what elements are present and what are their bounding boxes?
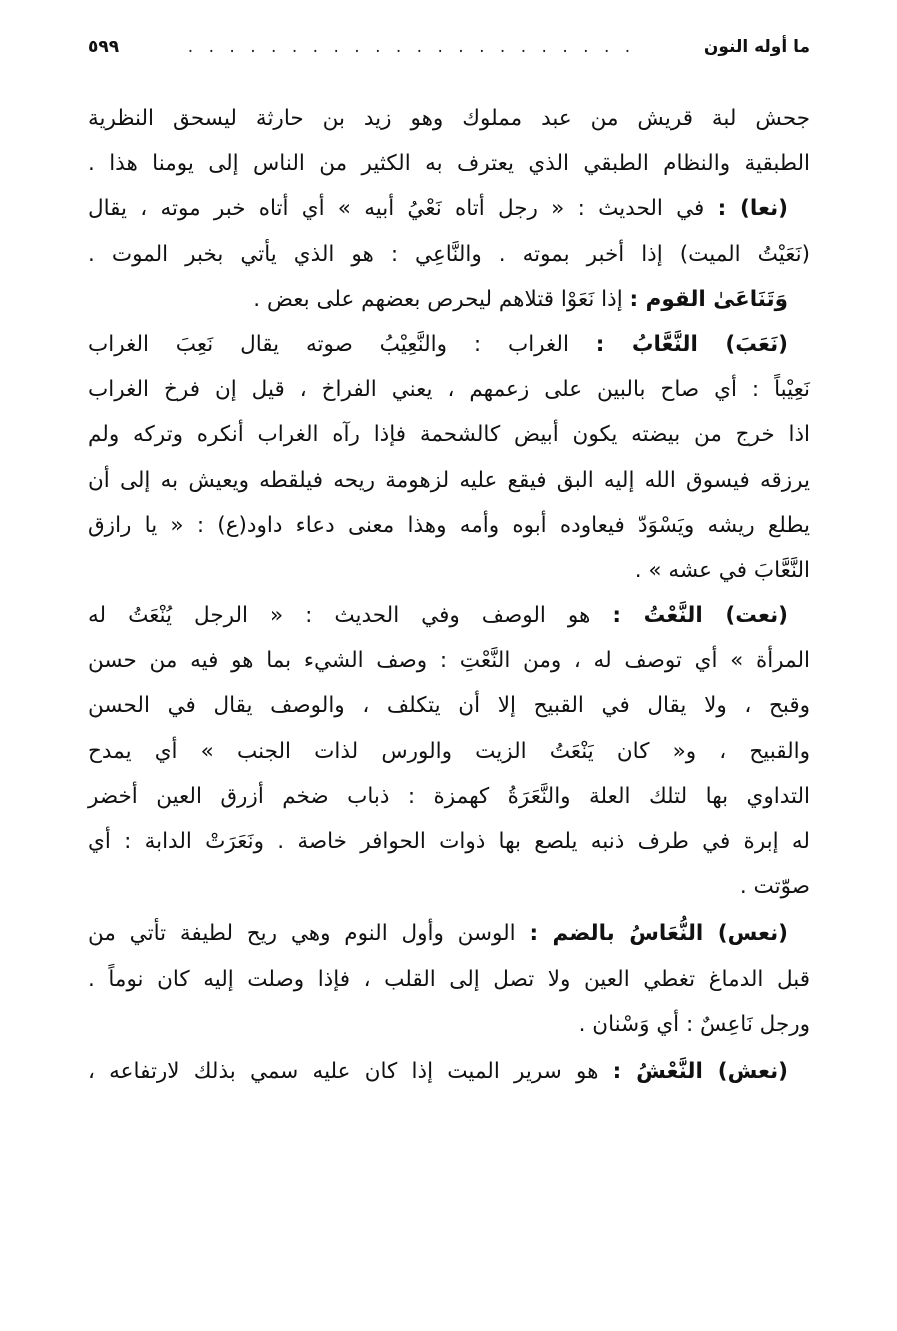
entry-headword: (نعش) النَّعْشُ :: [612, 1058, 788, 1084]
entry-line: [88, 186, 810, 231]
entry-headword: (نعا) :: [717, 196, 788, 222]
page-number: ٥٩٩: [88, 37, 120, 57]
entry-headword: (نعس) النُّعَاسُ بالضم :: [529, 921, 788, 947]
text-line: المرأة » أي توصف له ، ومن النَّعْتِ : وصف الشيء بما هو فيه من حسن: [88, 648, 810, 674]
text-line: التداوي بها لتلك العلة والنَّعَرَةُ كهمزة : ذباب ضخم أزرق العين أخضر: [88, 783, 810, 809]
text-line: والقبيح ، و« كان يَنْعَتُ الزيت والورس لذات الجنب » أي يمدح: [88, 738, 810, 764]
text-line: جحش لبة قريش من عبد مملوك وهو زيد بن حارثة ليسحق النظرية: [88, 106, 810, 131]
entry-text: هو الوصف وفي الحديث : « الرجل يُنْعَتُ له: [88, 603, 613, 629]
text-line: له إبرة في طرف ذنبه يلصع بها ذوات الحوافر خاصة . ونَعَرَتْ الدابة : أي: [88, 829, 810, 854]
entry-headword: وَتَنَاعَىٰ القوم :: [629, 286, 788, 312]
entry-text: إذا نَعَوْا قتلاهم ليحرص بعضهم على بعض .: [253, 286, 630, 312]
entry-headword: (نعت) النَّعْتُ :: [612, 603, 788, 629]
text-line: يرزقه فيسوق الله إليه البق فيقع عليه لزهومة ريحه فيلقطه ويعيش به إلى أن: [88, 467, 810, 493]
entry-line: [88, 593, 810, 638]
running-header: [88, 30, 810, 64]
entry-text: هو سرير الميت إذا كان عليه سمي بذلك لارتفاعه ،: [88, 1058, 613, 1084]
entry-line: [88, 322, 810, 367]
text-line: صوّتت .: [739, 874, 810, 900]
entry-line: [88, 911, 810, 956]
text-line: اذا خرج من بيضته يكون أبيض كالشحمة فإذا رآه الغراب أنكره وتركه ولم: [88, 422, 810, 448]
text-line: النَّعَّابَ في عشه » .: [634, 557, 810, 583]
entry-text: الغراب : والنَّعِيْبُ صوته يقال نَعِبَ الغراب: [88, 331, 596, 357]
leader-dots: . . . . . . . . . . . . . . . . . . . . . .: [187, 37, 636, 57]
text-line: الطبقية والنظام الطبقي الذي يعترف به الكثير من الناس إلى يومنا هذا .: [88, 151, 810, 177]
text-line: يطلع ريشه ويَسْوَدّ فيعاوده أبوه وأمه وهذا معنى دعاء داود(ع) : « يا رازق: [88, 512, 810, 538]
entry-text: في الحديث : « رجل أتاه نَعْيُ أبيه » أي أتاه خبر موته ، يقال: [88, 196, 718, 222]
text-line: قبل الدماغ تغطي العين ولا تصل إلى القلب ، فإذا وصلت إليه كان نوماً .: [88, 966, 810, 992]
chapter-title: ما أوله النون: [703, 37, 810, 57]
entry-line: [88, 1049, 810, 1094]
text-line: وقبح ، ولا يقال في القبيح إلا أن يتكلف ، والوصف يقال في الحسن: [88, 693, 810, 719]
text-line: نَعِيْباً : أي صاح بالبين على زعمهم ، يعني الفراخ ، قيل إن فرخ الغراب: [88, 377, 810, 403]
entry-headword: (نَعَبَ) النَّعَّابُ :: [595, 331, 788, 357]
entry-text: الوسن وأول النوم وهي ريح لطيفة تأتي من: [88, 921, 530, 947]
text-line: (نَعَيْتُ الميت) إذا أخبر بموته . والنَّاعِي : هو الذي يأتي بخبر الموت .: [88, 241, 810, 267]
page-body: [88, 96, 810, 1094]
text-line: ورجل نَاعِسٌ : أي وَسْنان .: [578, 1011, 810, 1037]
entry-line: [88, 277, 810, 322]
